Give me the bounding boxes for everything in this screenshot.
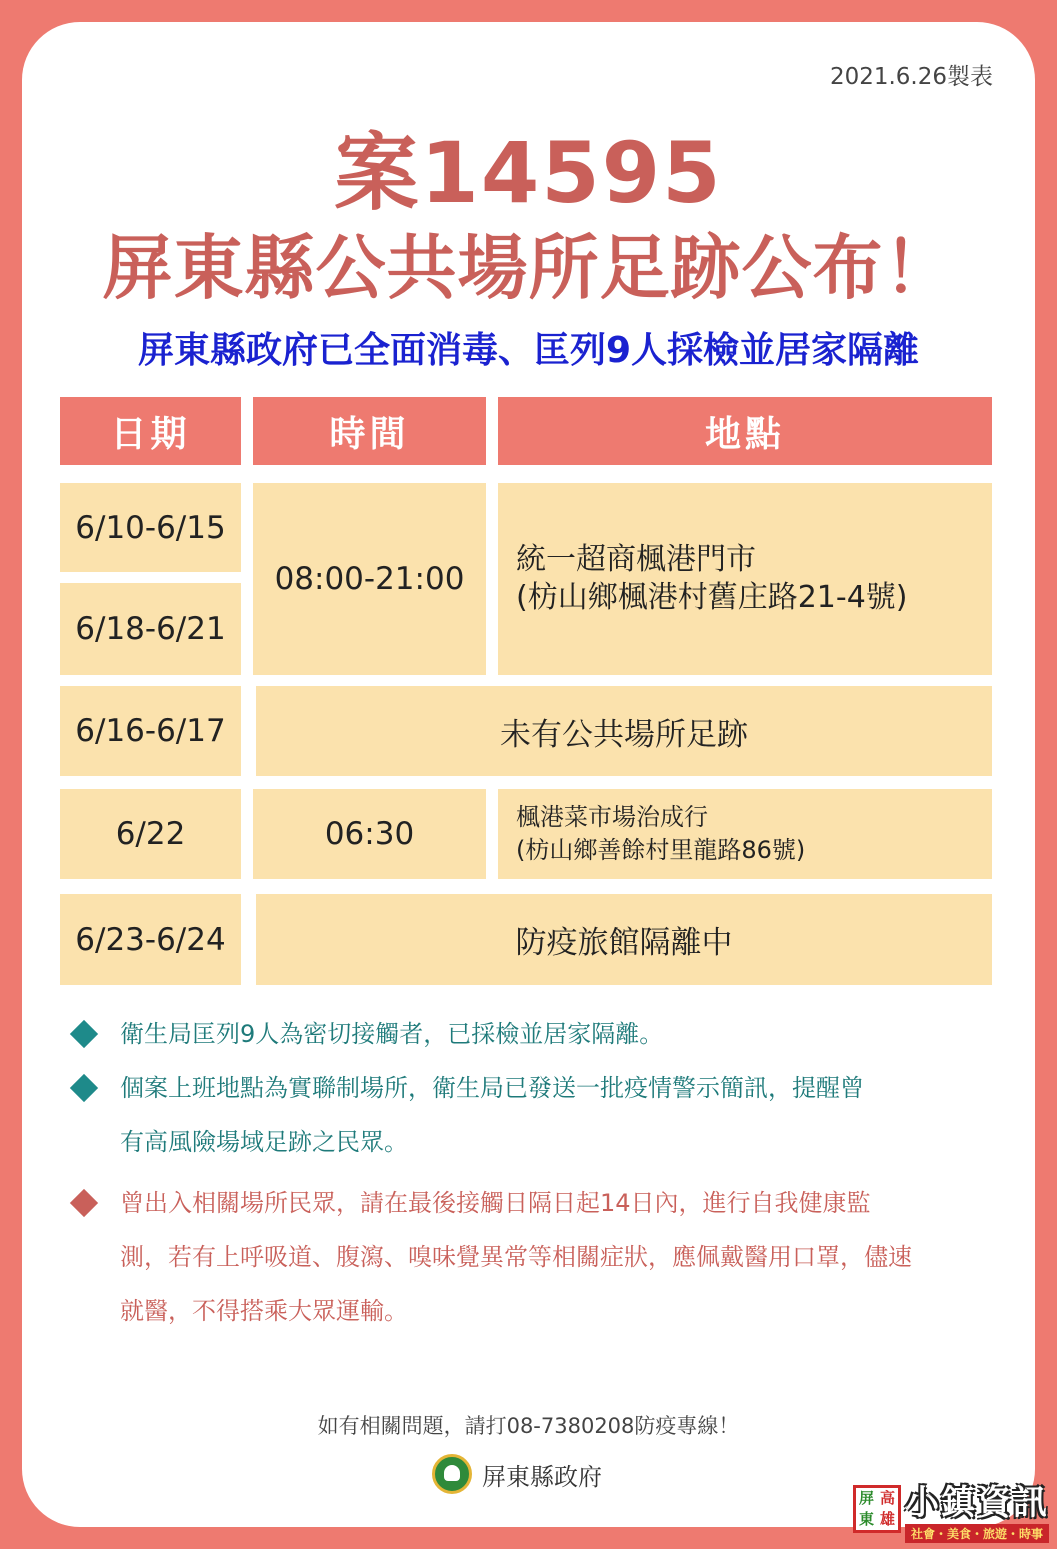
watermark <box>853 1475 1049 1543</box>
note-line: 個案上班地點為實聯制場所，衛生局已發送一批疫情警示簡訊，提醒曾 <box>120 1074 864 1102</box>
header-date: 日期 <box>60 397 241 465</box>
logo-char: 屏 <box>858 1489 874 1507</box>
header-time: 時間 <box>253 397 486 465</box>
note-line: 就醫，不得搭乘大眾運輸。 <box>120 1297 408 1325</box>
date-cell-r3: 6/16-6/17 <box>60 686 241 776</box>
diamond-icon <box>70 1189 98 1217</box>
watermark-name: 小鎮資訊 <box>904 1483 1049 1523</box>
diamond-icon <box>70 1020 98 1048</box>
location-name: 楓港菜市場治成行 <box>516 803 708 831</box>
header-location: 地點 <box>498 397 992 465</box>
hotline-text: 如有相關問題，請打08-7380208防疫專線！ <box>317 1414 740 1438</box>
subtitle: 屏東縣政府已全面消毒、匡列9人採檢並居家隔離 <box>137 330 920 371</box>
note-item <box>68 1061 998 1169</box>
date-cell-r1: 6/10-6/15 <box>60 483 241 572</box>
note-item <box>68 1007 998 1061</box>
note-line: 測，若有上呼吸道、腹瀉、嗅味覺異常等相關症狀，應佩戴醫用口罩，儘速 <box>120 1243 912 1271</box>
note-line: 有高風險場域足跡之民眾。 <box>120 1128 408 1156</box>
government-emblem-icon <box>432 1454 472 1494</box>
location-address: (枋山鄉楓港村舊庄路21-4號) <box>516 580 908 615</box>
date-cell-r5: 6/23-6/24 <box>60 894 241 985</box>
date-cell-r4: 6/22 <box>60 789 241 879</box>
watermark-logo <box>853 1485 901 1533</box>
main-title: 屏東縣公共場所足跡公布！ <box>102 227 955 309</box>
location-name: 統一超商楓港門市 <box>516 542 756 577</box>
poster-card <box>22 22 1035 1527</box>
time-cell-r4: 06:30 <box>253 789 486 879</box>
note-line: 衛生局匡列9人為密切接觸者，已採檢並居家隔離。 <box>120 1020 664 1048</box>
date-cell-r2: 6/18-6/21 <box>60 583 241 675</box>
government-name: 屏東縣政府 <box>482 1462 602 1491</box>
note-line: 曾出入相關場所民眾，請在最後接觸日隔日起14日內，進行自我健康監 <box>120 1189 871 1217</box>
case-number-title: 案14595 <box>334 124 723 222</box>
time-cell-group1: 08:00-21:00 <box>253 483 486 675</box>
merged-cell-r3: 未有公共場所足跡 <box>256 686 992 776</box>
made-date: 2021.6.26製表 <box>829 64 993 90</box>
logo-char: 高 <box>879 1489 895 1507</box>
note-item <box>68 1176 998 1338</box>
logo-char: 雄 <box>879 1510 895 1528</box>
watermark-tagline: 社會・美食・旅遊・時事 <box>905 1524 1049 1543</box>
location-cell-group1 <box>498 483 992 675</box>
location-cell-r4 <box>498 789 992 879</box>
diamond-icon <box>70 1074 98 1102</box>
merged-cell-r5: 防疫旅館隔離中 <box>256 894 992 985</box>
government-signature <box>432 1454 602 1494</box>
logo-char: 東 <box>858 1510 874 1528</box>
location-address: (枋山鄉善餘村里龍路86號) <box>516 836 806 864</box>
